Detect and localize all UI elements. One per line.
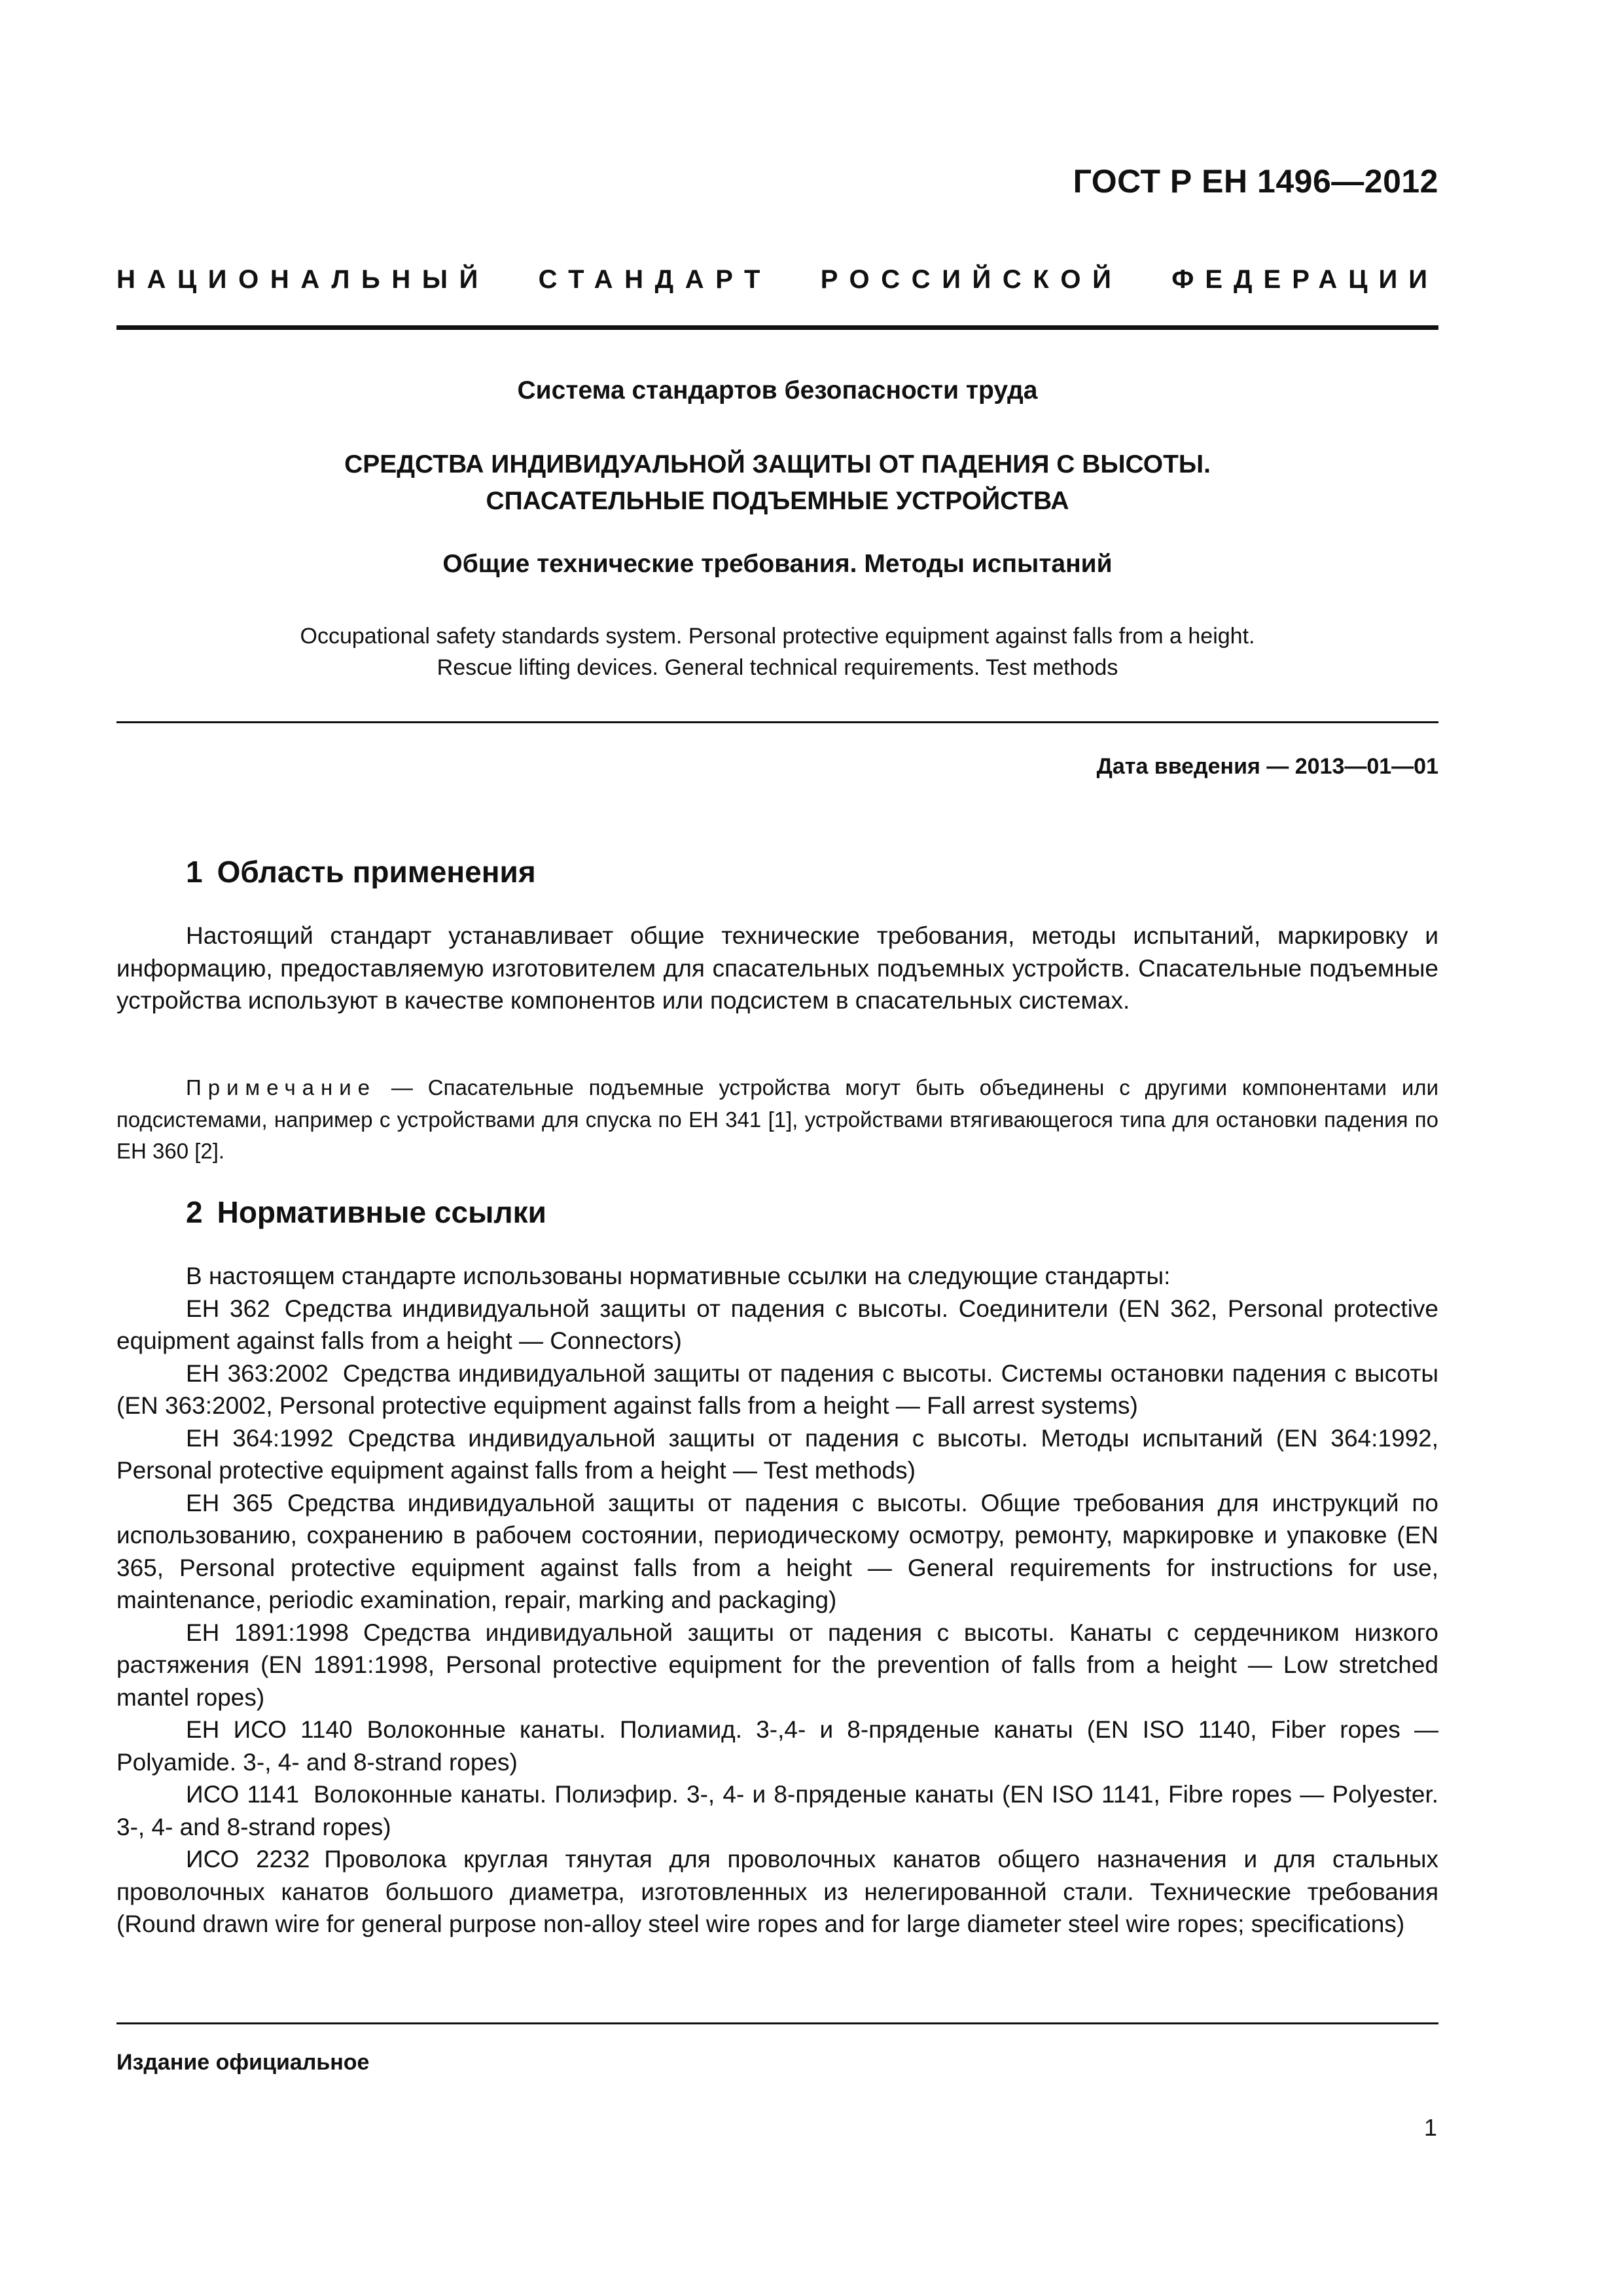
reference-text: Средства индивидуальной защиты от падения с высоты. Соединители (EN 362, Personal protective equipment against falls from a height — Connectors) xyxy=(116,1295,1438,1354)
note-label: Примечание xyxy=(186,1075,377,1100)
reference-text: Волоконные канаты. Полиэфир. 3-, 4- и 8-пряденые канаты (EN ISO 1141, Fibre ropes — Polyester. 3-, 4- and 8-strand ropes) xyxy=(116,1781,1438,1840)
reference-text: Средства индивидуальной защиты от падения с высоты. Системы остановки падения с высоты (EN 363:2002, Personal protective equipment against falls from a height — Fall arrest systems) xyxy=(116,1359,1438,1419)
reference-item xyxy=(116,1293,1438,1357)
note-text: — Спасательные подъемные устройства могут быть объединены с другими компонентами или подсистемами, например с устройствами для спуска по ЕН 341 [1], устройствами втягивающегося типа для остановки падения по ЕН 360 [2]. xyxy=(116,1075,1438,1163)
section-number: 1 xyxy=(186,855,203,889)
main-title xyxy=(116,446,1438,520)
references-intro: В настоящем стандарте использованы нормативные ссылки на следующие стандарты: xyxy=(186,1263,1171,1289)
document-page xyxy=(116,0,1438,2296)
national-standard-banner xyxy=(116,265,1438,295)
section-heading-scope xyxy=(186,854,536,889)
title-divider xyxy=(116,721,1438,723)
reference-item xyxy=(116,1778,1438,1843)
reference-text: Средства индивидуальной защиты от падения с высоты. Канаты с сердечником низкого растяжения (EN 1891:1998, Personal protective equipment for the prevention of falls from a height — Low stretched mantel ropes) xyxy=(116,1619,1438,1711)
main-title-line: СРЕДСТВА ИНДИВИДУАЛЬНОЙ ЗАЩИТЫ ОТ ПАДЕНИЯ С ВЫСОТЫ. xyxy=(344,450,1211,478)
header-divider xyxy=(116,325,1438,330)
official-edition-label: Издание официальное xyxy=(116,2050,370,2075)
english-title xyxy=(116,620,1438,683)
section-number: 2 xyxy=(186,1195,203,1229)
system-title: Система стандартов безопасности труда xyxy=(517,376,1038,404)
reference-code: ИСО 2232 xyxy=(186,1846,310,1873)
reference-item xyxy=(116,1487,1438,1617)
standard-designation: ГОСТ Р ЕН 1496—2012 xyxy=(1073,163,1438,200)
reference-code: ЕН 1891:1998 xyxy=(186,1619,349,1646)
reference-text: Средства индивидуальной защиты от падения с высоты. Общие требования для инструкций по использованию, сохранению в рабочем состоянии, периодическому осмотру, ремонту, маркировке и упаковке (EN 365, Personal protective equipment against falls from a height — General requirements for instructions for use, maintenance, periodic examination, repair, marking and packaging) xyxy=(116,1489,1438,1613)
footer-divider xyxy=(116,2022,1438,2024)
page-number: 1 xyxy=(1423,2114,1437,2141)
section-title: Область применения xyxy=(217,855,536,889)
reference-code: ЕН ИСО 1140 xyxy=(186,1716,353,1743)
banner-word: РОССИЙСКОЙ xyxy=(820,265,1123,294)
reference-code: ЕН 362 xyxy=(186,1295,270,1322)
reference-text: Проволока круглая тянутая для проволочных канатов общего назначения и для стальных проволочных канатов большого диаметра, изготовленных из нелегированной стали. Технические требования (Round drawn wire for general purpose non-alloy steel wire ropes and for large diameter steel wire ropes; specifications) xyxy=(116,1846,1438,1937)
reference-text: Средства индивидуальной защиты от падения с высоты. Методы испытаний (EN 364:1992, Personal protective equipment against falls from a height — Test methods) xyxy=(116,1424,1438,1484)
banner-word: НАЦИОНАЛЬНЫЙ xyxy=(116,265,490,294)
reference-code: ЕН 364:1992 xyxy=(186,1424,334,1452)
reference-code: ИСО 1141 xyxy=(186,1781,300,1808)
section-heading-references xyxy=(186,1194,546,1230)
normative-references xyxy=(116,1260,1438,1941)
section-title: Нормативные ссылки xyxy=(217,1195,546,1229)
reference-item xyxy=(116,1617,1438,1714)
document-subtitle: Общие технические требования. Методы испытаний xyxy=(442,550,1113,578)
scope-note xyxy=(116,1072,1438,1168)
english-title-line: Occupational safety standards system. Personal protective equipment against falls from a height. xyxy=(300,624,1255,649)
reference-item xyxy=(116,1843,1438,1941)
reference-item xyxy=(116,1357,1438,1422)
introduction-date: Дата введения — 2013—01—01 xyxy=(1096,754,1438,779)
banner-word: ФЕДЕРАЦИИ xyxy=(1171,265,1438,294)
banner-word: СТАНДАРТ xyxy=(538,265,772,294)
english-title-line: Rescue lifting devices. General technical requirements. Test methods xyxy=(437,655,1118,680)
scope-paragraph: Настоящий стандарт устанавливает общие технические требования, методы испытаний, маркировку и информацию, предоставляемую изготовителем для спасательных подъемных устройств. Спасательные подъемные устройства используют в качестве компонентов или подсистем в спасательных системах. xyxy=(116,922,1438,1014)
reference-code: ЕН 365 xyxy=(186,1489,274,1516)
main-title-line: СПАСАТЕЛЬНЫЕ ПОДЪЕМНЫЕ УСТРОЙСТВА xyxy=(486,487,1069,515)
reference-code: ЕН 363:2002 xyxy=(186,1359,329,1387)
reference-item xyxy=(116,1713,1438,1778)
reference-text: Волоконные канаты. Полиамид. 3-,4- и 8-пряденые канаты (EN ISO 1140, Fiber ropes — Polyamide. 3-, 4- and 8-strand ropes) xyxy=(116,1716,1438,1776)
reference-item xyxy=(116,1422,1438,1487)
